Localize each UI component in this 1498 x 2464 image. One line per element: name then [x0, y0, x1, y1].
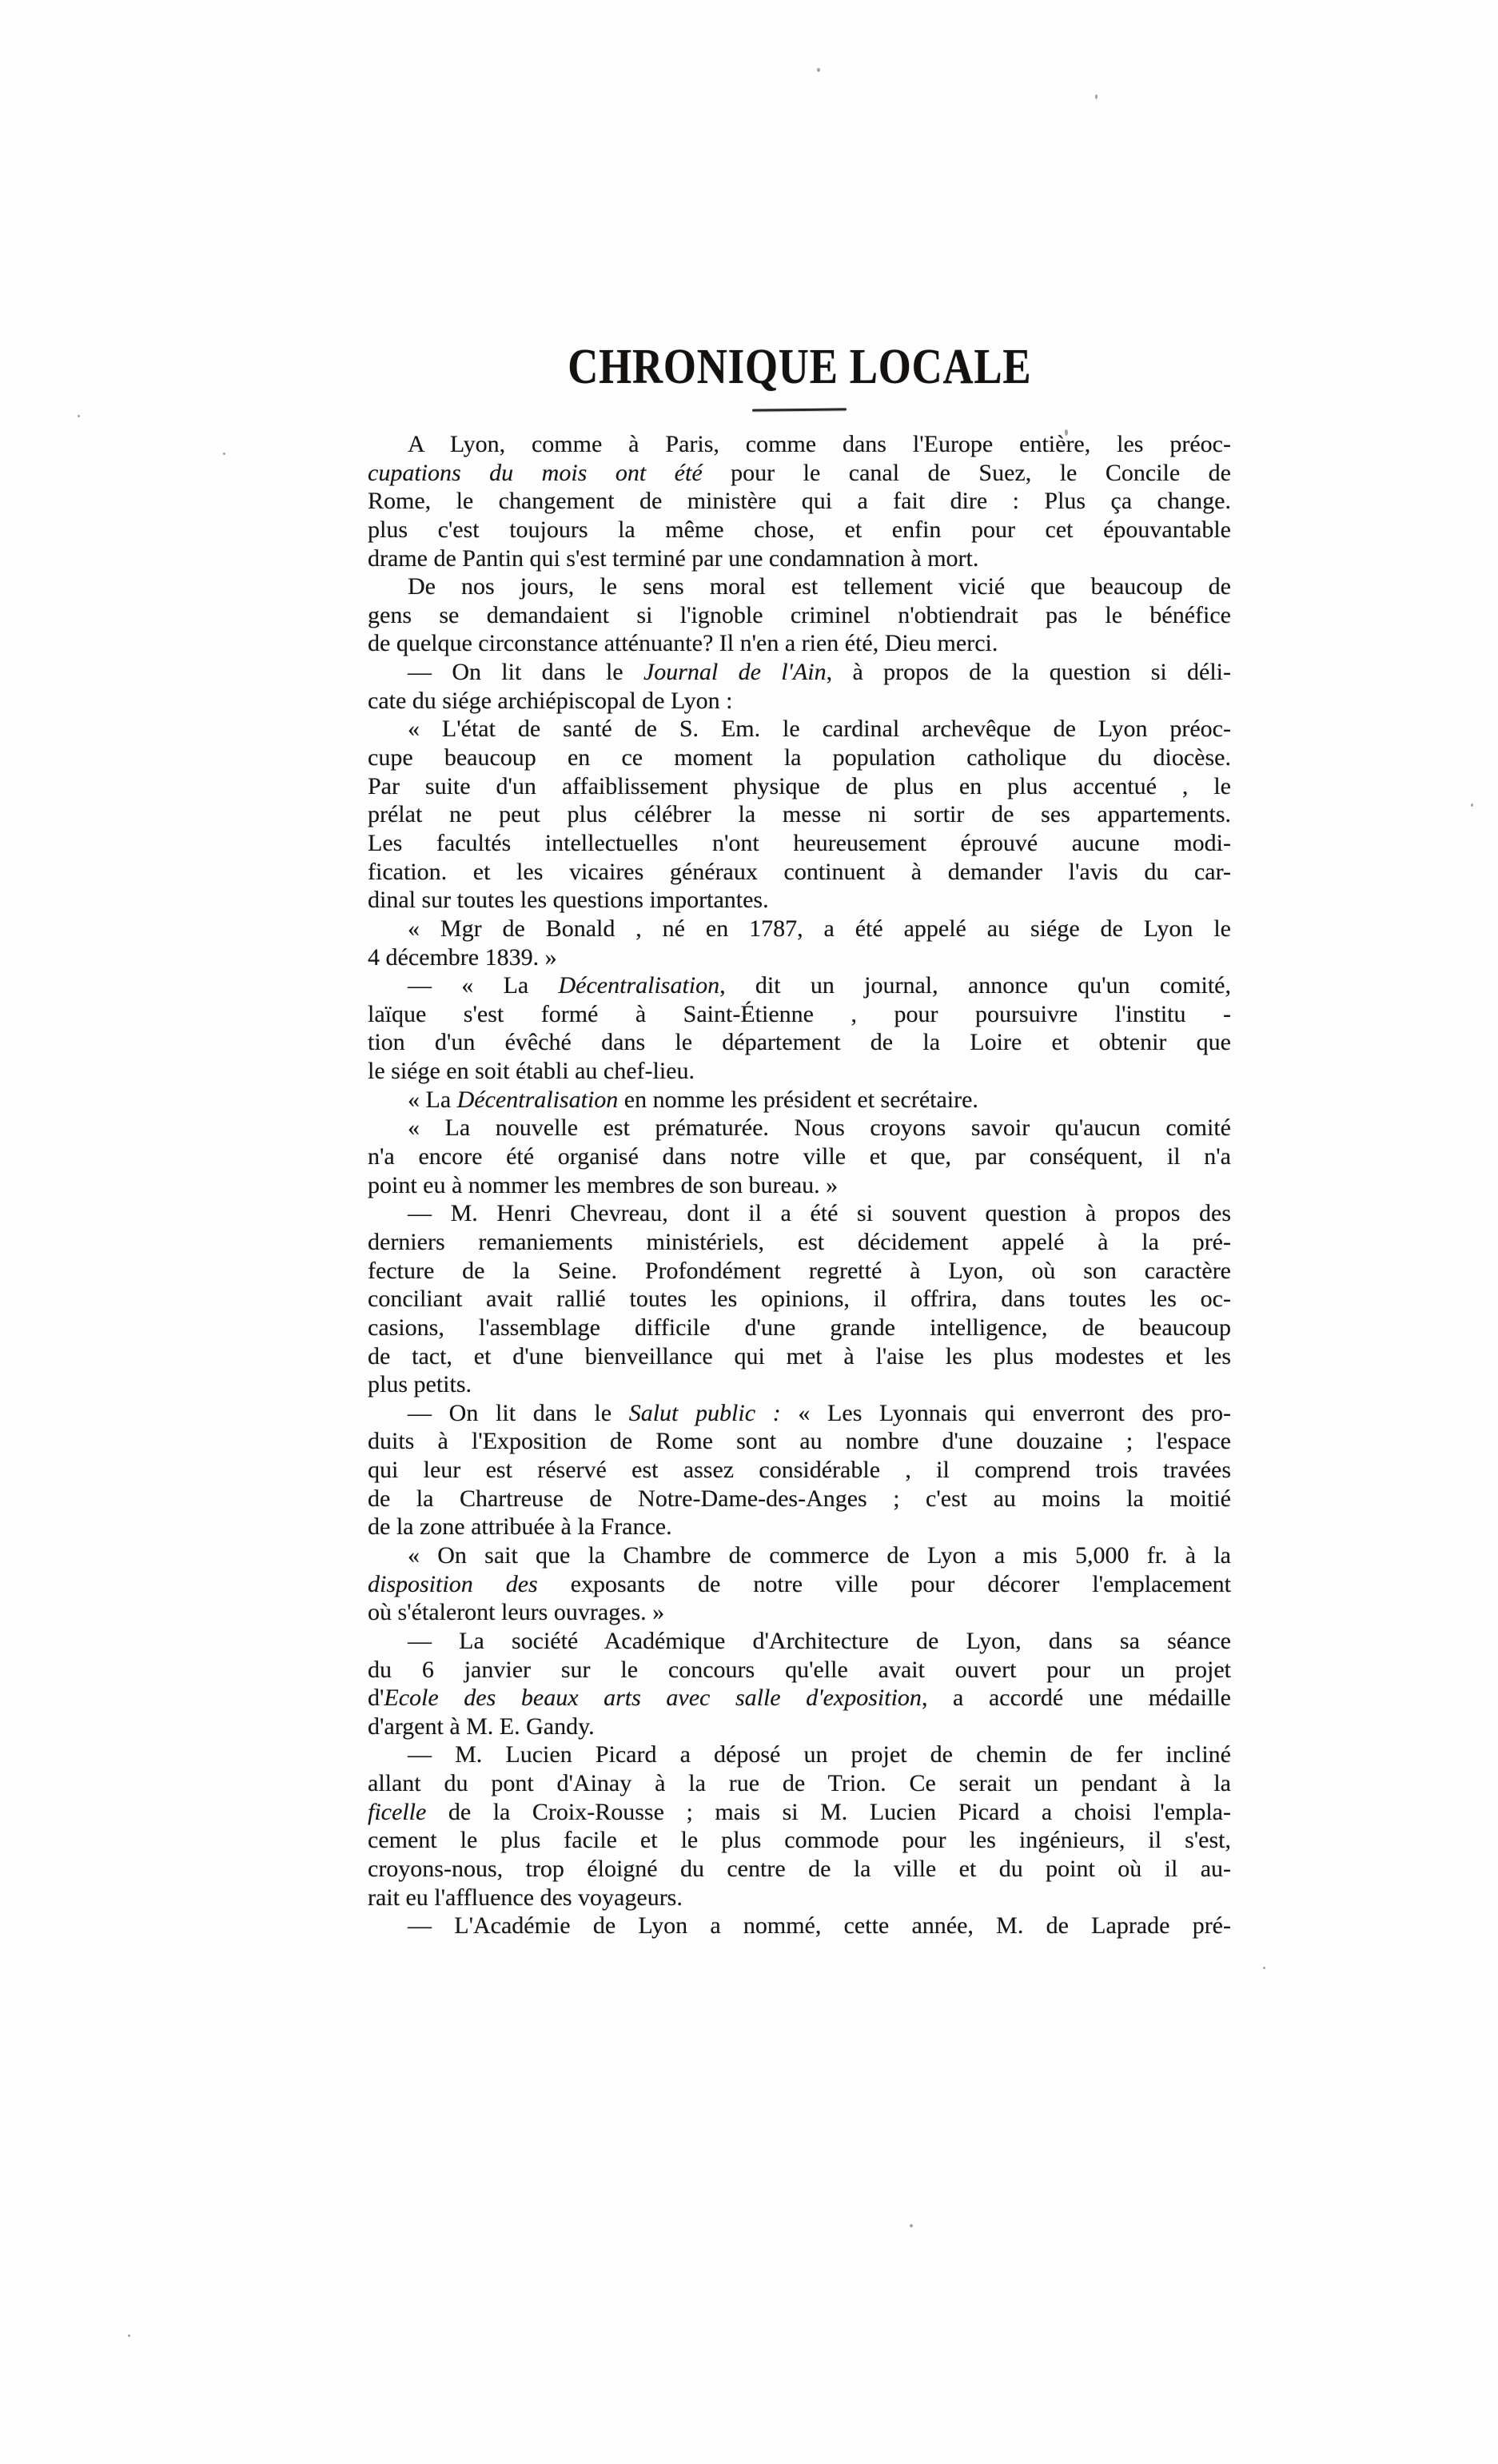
text-line — [368, 1712, 1231, 1741]
text-segment: cement le plus facile et le plus commode pour les ingénieurs, il s'est, — [368, 1827, 1231, 1854]
text-line — [368, 430, 1231, 459]
text-segment: prélat ne peut plus célébrer la messe ni sortir de ses appartements. — [368, 801, 1231, 828]
text-segment: , dit un journal, annonce qu'un comité, — [719, 972, 1231, 999]
scan-speck — [910, 2224, 913, 2227]
text-line — [368, 487, 1231, 516]
text-segment: d'argent à M. E. Gandy. — [368, 1712, 595, 1740]
text-line — [368, 572, 1231, 601]
text-segment: casions, l'assemblage difficile d'une grande intelligence, de beaucoup — [368, 1314, 1231, 1341]
text-segment: du 6 janvier sur le concours qu'elle avait ouvert pour un projet — [368, 1656, 1231, 1683]
text-line — [368, 1570, 1231, 1599]
text-segment: n'a encore été organisé dans notre ville et que, par conséquent, il n'a — [368, 1143, 1231, 1170]
text-line — [368, 1627, 1231, 1656]
text-segment: en nomme les président et secrétaire. — [618, 1086, 978, 1113]
text-segment: de la Chartreuse de Notre-Dame-des-Anges ; c'est au moins la moitié — [368, 1485, 1231, 1512]
italic-text-segment: Ecole des beaux arts avec salle d'exposition — [384, 1685, 922, 1712]
text-segment: , a accordé une médaille — [921, 1685, 1232, 1712]
text-line — [368, 1684, 1231, 1712]
text-segment: d' — [368, 1685, 384, 1712]
text-line — [368, 744, 1231, 772]
text-line — [368, 1513, 1231, 1541]
text-segment: dinal sur toutes les questions importantes. — [368, 887, 769, 914]
text-line — [368, 1485, 1231, 1513]
text-line — [368, 516, 1231, 544]
scan-speck — [1095, 94, 1098, 99]
text-line — [368, 1000, 1231, 1029]
text-segment: où s'étaleront leurs ouvrages. » — [368, 1599, 665, 1626]
text-line — [368, 658, 1231, 687]
text-line — [368, 1086, 1231, 1114]
text-line — [368, 858, 1231, 887]
text-segment: pour le canal de Suez, le Concile de — [702, 459, 1231, 486]
text-segment: — M. Lucien Picard a déposé un projet de chemin de fer incliné — [408, 1741, 1231, 1768]
text-line — [368, 1855, 1231, 1884]
italic-text-segment: Salut public : — [628, 1399, 781, 1426]
text-segment: Par suite d'un affaiblissement physique de plus en plus accentué , le — [368, 772, 1231, 799]
text-segment: cupe beaucoup en ce moment la population catholique du diocèse. — [368, 744, 1231, 771]
text-line — [368, 1598, 1231, 1627]
text-line — [368, 1769, 1231, 1798]
text-line — [368, 1370, 1231, 1399]
text-segment: de la zone attribuée à la France. — [368, 1513, 672, 1541]
text-segment: gens se demandaient si l'ignoble criminel n'obtiendrait pas le bénéfice — [368, 601, 1231, 628]
text-segment: croyons-nous, trop éloigné du centre de la ville et du point où il au- — [368, 1856, 1231, 1883]
text-segment: « Les Lyonnais qui enverront des pro- — [780, 1399, 1232, 1426]
text-segment: drame de Pantin qui s'est terminé par une condamnation à mort. — [368, 544, 979, 572]
page-title: CHRONIQUE LOCALE — [567, 340, 1032, 394]
text-line — [368, 886, 1231, 915]
text-line — [368, 1826, 1231, 1855]
text-line — [368, 544, 1231, 573]
text-line — [368, 1912, 1231, 1940]
text-line — [368, 1057, 1231, 1086]
scan-speck — [1471, 803, 1473, 807]
text-segment: exposants de notre ville pour décorer l'emplacement — [537, 1570, 1231, 1597]
text-segment: de la Croix-Rousse ; mais si M. Lucien Picard a choisi l'empla- — [426, 1798, 1231, 1825]
text-segment: « La — [408, 1086, 457, 1113]
text-segment: — L'Académie de Lyon a nommé, cette année, M. de Laprade pré- — [408, 1912, 1231, 1940]
text-segment: — On lit dans le — [408, 659, 643, 686]
text-segment: « Mgr de Bonald , né en 1787, a été appelé au siége de Lyon le — [408, 915, 1231, 942]
text-segment: le siége en soit établi au chef-lieu. — [368, 1058, 695, 1085]
text-line — [368, 629, 1231, 658]
text-segment: — La société Académique d'Architecture de Lyon, dans sa séance — [408, 1627, 1231, 1654]
italic-text-segment: disposition des — [368, 1570, 538, 1597]
text-segment: fecture de la Seine. Profondément regretté à Lyon, où son caractère — [368, 1257, 1231, 1284]
text-line — [368, 1884, 1231, 1912]
text-segment: De nos jours, le sens moral est tellement vicié que beaucoup de — [408, 573, 1231, 600]
text-segment: plus petits. — [368, 1371, 472, 1398]
text-line — [368, 1199, 1231, 1228]
text-segment: de quelque circonstance atténuante? Il n'en a rien été, Dieu merci. — [368, 630, 998, 657]
text-line — [368, 1285, 1231, 1314]
text-line — [368, 772, 1231, 801]
text-line — [368, 1257, 1231, 1286]
text-segment: qui leur est réservé est assez considérable , il comprend trois travées — [368, 1457, 1231, 1484]
text-line — [368, 601, 1231, 630]
text-line — [368, 915, 1231, 943]
scan-speck — [817, 68, 820, 72]
text-line — [368, 715, 1231, 744]
text-line — [368, 1171, 1231, 1200]
text-line — [368, 1228, 1231, 1257]
text-segment: fication. et les vicaires généraux continuent à demander l'avis du car- — [368, 858, 1231, 885]
text-segment: de tact, et d'une bienveillance qui met à l'aise les plus modestes et les — [368, 1342, 1231, 1370]
text-segment: Les facultés intellectuelles n'ont heureusement éprouvé aucune modi- — [368, 829, 1231, 856]
text-segment: derniers remaniements ministériels, est décidement appelé à la pré- — [368, 1228, 1231, 1255]
text-line — [368, 800, 1231, 829]
text-line — [368, 1399, 1231, 1428]
text-segment: allant du pont d'Ainay à la rue de Trion. Ce serait un pendant à la — [368, 1770, 1231, 1797]
text-line — [368, 1314, 1231, 1342]
article-body — [368, 430, 1231, 1940]
italic-text-segment: cupations du mois ont été — [368, 459, 703, 486]
article-header — [368, 339, 1231, 411]
text-segment: « La nouvelle est prématurée. Nous croyons savoir qu'aucun comité — [408, 1114, 1231, 1142]
italic-text-segment: ficelle — [368, 1798, 427, 1825]
text-segment: point eu à nommer les membres de son bureau. » — [368, 1171, 839, 1198]
text-segment: « On sait que la Chambre de commerce de Lyon a mis 5,000 fr. à la — [408, 1541, 1231, 1569]
text-line — [368, 971, 1231, 1000]
text-segment: duits à l'Exposition de Rome sont au nombre d'une douzaine ; l'espace — [368, 1428, 1231, 1455]
italic-text-segment: Journal de l'Ain — [643, 659, 827, 686]
scan-speck — [128, 2334, 130, 2337]
text-line — [368, 1342, 1231, 1371]
text-segment: conciliant avait rallié toutes les opinions, il offrira, dans toutes les oc- — [368, 1286, 1231, 1313]
text-line — [368, 1427, 1231, 1456]
text-segment: cate du siége archiépiscopal de Lyon : — [368, 687, 733, 714]
text-segment: laïque s'est formé à Saint-Étienne , pour poursuivre l'institu - — [368, 1000, 1231, 1027]
text-segment: — M. Henri Chevreau, dont il a été si souvent question à propos des — [408, 1200, 1231, 1227]
text-segment: A Lyon, comme à Paris, comme dans l'Europe entière, les préoc- — [408, 431, 1231, 457]
text-line — [368, 1541, 1231, 1570]
text-line — [368, 829, 1231, 858]
text-line — [368, 943, 1231, 972]
text-line — [368, 1114, 1231, 1142]
text-line — [368, 1028, 1231, 1057]
text-segment: « L'état de santé de S. Em. le cardinal archevêque de Lyon préoc- — [408, 716, 1231, 743]
text-line — [368, 1740, 1231, 1769]
text-line — [368, 1456, 1231, 1485]
text-line — [368, 687, 1231, 716]
text-segment: tion d'un évêché dans le département de la Loire et obtenir que — [368, 1029, 1231, 1056]
text-segment: — « La — [408, 972, 559, 999]
text-segment: 4 décembre 1839. » — [368, 943, 557, 971]
text-segment: , à propos de la question si déli- — [826, 659, 1231, 686]
text-line — [368, 1142, 1231, 1171]
title-divider — [752, 408, 847, 411]
text-line — [368, 459, 1231, 488]
italic-text-segment: Décentralisation — [456, 1086, 619, 1113]
text-segment: rait eu l'affluence des voyageurs. — [368, 1884, 683, 1911]
text-line — [368, 1656, 1231, 1685]
text-segment: plus c'est toujours la même chose, et enfin pour cet épouvantable — [368, 516, 1231, 543]
scan-speck — [1263, 1967, 1265, 1969]
text-segment: Rome, le changement de ministère qui a fait dire : Plus ça change. — [368, 488, 1231, 515]
scan-speck — [78, 415, 80, 417]
scan-speck — [223, 453, 225, 455]
text-segment: — On lit dans le — [408, 1399, 629, 1426]
text-line — [368, 1798, 1231, 1827]
italic-text-segment: Décentralisation — [558, 972, 720, 999]
